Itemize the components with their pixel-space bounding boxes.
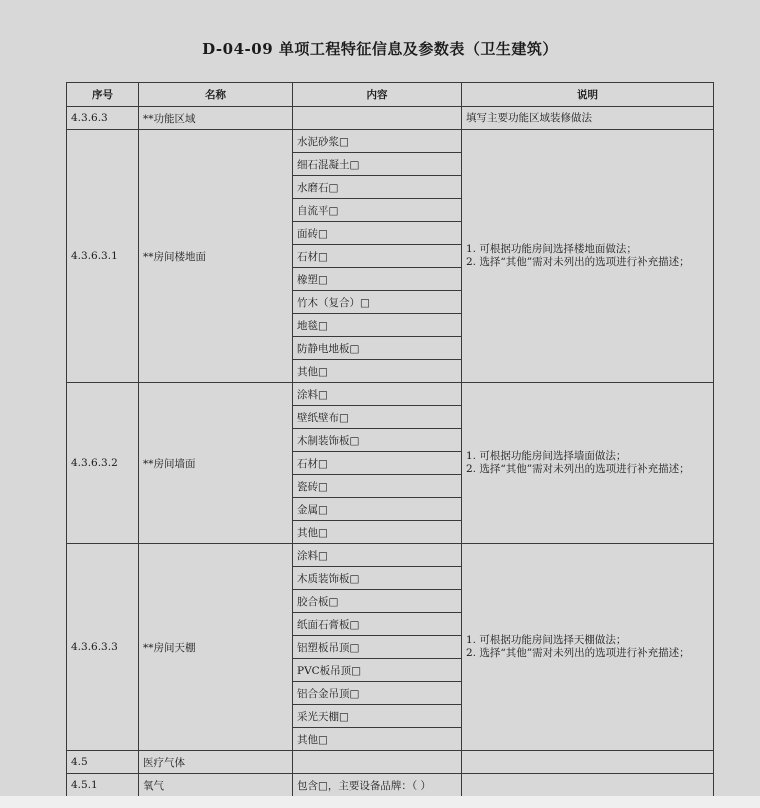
header-row xyxy=(67,83,714,107)
row-seq: 4.3.6.3.2 xyxy=(67,383,139,544)
option-item: 木质装饰板□ xyxy=(293,567,462,590)
header-note: 说明 xyxy=(462,83,714,107)
note-line: 1. 可根据功能房间选择墙面做法； xyxy=(466,450,627,462)
table-body xyxy=(67,107,714,797)
row-name: 医疗气体 xyxy=(139,751,293,774)
option-item: 木制装饰板□ xyxy=(293,429,462,452)
table-row xyxy=(67,774,714,797)
option-item: 胶合板□ xyxy=(293,590,462,613)
row-note xyxy=(462,383,714,544)
table-row xyxy=(67,751,714,774)
option-item: 纸面石膏板□ xyxy=(293,613,462,636)
note-line: 1. 可根据功能房间选择天棚做法； xyxy=(466,634,627,646)
option-item: 其他□ xyxy=(293,521,462,544)
option-item: 水泥砂浆□ xyxy=(293,130,462,153)
option-item: 自流平□ xyxy=(293,199,462,222)
option-item: 石材□ xyxy=(293,452,462,475)
row-content xyxy=(293,107,462,130)
row-name: **房间天棚 xyxy=(139,544,293,751)
spec-table xyxy=(66,82,714,797)
row-seq: 4.3.6.3 xyxy=(67,107,139,130)
note-line: 2. 选择“其他”需对未列出的选项进行补充描述； xyxy=(466,463,690,475)
option-item: 其他□ xyxy=(293,728,462,751)
row-name: **功能区域 xyxy=(139,107,293,130)
option-item: PVC板吊顶□ xyxy=(293,659,462,682)
option-item: 壁纸壁布□ xyxy=(293,406,462,429)
option-item: 涂料□ xyxy=(293,383,462,406)
row-name: 氧气 xyxy=(139,774,293,797)
header-name: 名称 xyxy=(139,83,293,107)
option-item: 防静电地板□ xyxy=(293,337,462,360)
table-row xyxy=(67,544,714,567)
row-note xyxy=(462,774,714,797)
option-item: 石材□ xyxy=(293,245,462,268)
row-name: **房间楼地面 xyxy=(139,130,293,383)
row-seq: 4.5.1 xyxy=(67,774,139,797)
header-seq: 序号 xyxy=(67,83,139,107)
row-content: 包含□，主要设备品牌：（ ） xyxy=(293,774,462,797)
row-note xyxy=(462,130,714,383)
option-item: 面砖□ xyxy=(293,222,462,245)
row-name: **房间墙面 xyxy=(139,383,293,544)
table-row xyxy=(67,107,714,130)
note-line: 2. 选择“其他”需对未列出的选项进行补充描述； xyxy=(466,256,690,268)
option-item: 瓷砖□ xyxy=(293,475,462,498)
option-item: 地毯□ xyxy=(293,314,462,337)
table-row xyxy=(67,130,714,153)
page-title: D-04-09 单项工程特征信息及参数表（卫生建筑） xyxy=(202,40,558,58)
option-item: 细石混凝土□ xyxy=(293,153,462,176)
option-item: 铝塑板吊顶□ xyxy=(293,636,462,659)
row-seq: 4.3.6.3.1 xyxy=(67,130,139,383)
row-note xyxy=(462,751,714,774)
option-item: 水磨石□ xyxy=(293,176,462,199)
note-line: 1. 可根据功能房间选择楼地面做法； xyxy=(466,243,637,255)
row-content xyxy=(293,751,462,774)
note-line: 2. 选择“其他”需对未列出的选项进行补充描述； xyxy=(466,647,690,659)
row-seq: 4.3.6.3.3 xyxy=(67,544,139,751)
option-item: 涂料□ xyxy=(293,544,462,567)
option-item: 竹木（复合）□ xyxy=(293,291,462,314)
option-item: 其他□ xyxy=(293,360,462,383)
header-content: 内容 xyxy=(293,83,462,107)
option-item: 铝合金吊顶□ xyxy=(293,682,462,705)
row-note: 填写主要功能区域装修做法 xyxy=(462,107,714,130)
option-item: 采光天棚□ xyxy=(293,705,462,728)
option-item: 橡塑□ xyxy=(293,268,462,291)
table-row xyxy=(67,383,714,406)
row-seq: 4.5 xyxy=(67,751,139,774)
row-note xyxy=(462,544,714,751)
option-item: 金属□ xyxy=(293,498,462,521)
viewer-bottom-strip xyxy=(0,796,760,808)
